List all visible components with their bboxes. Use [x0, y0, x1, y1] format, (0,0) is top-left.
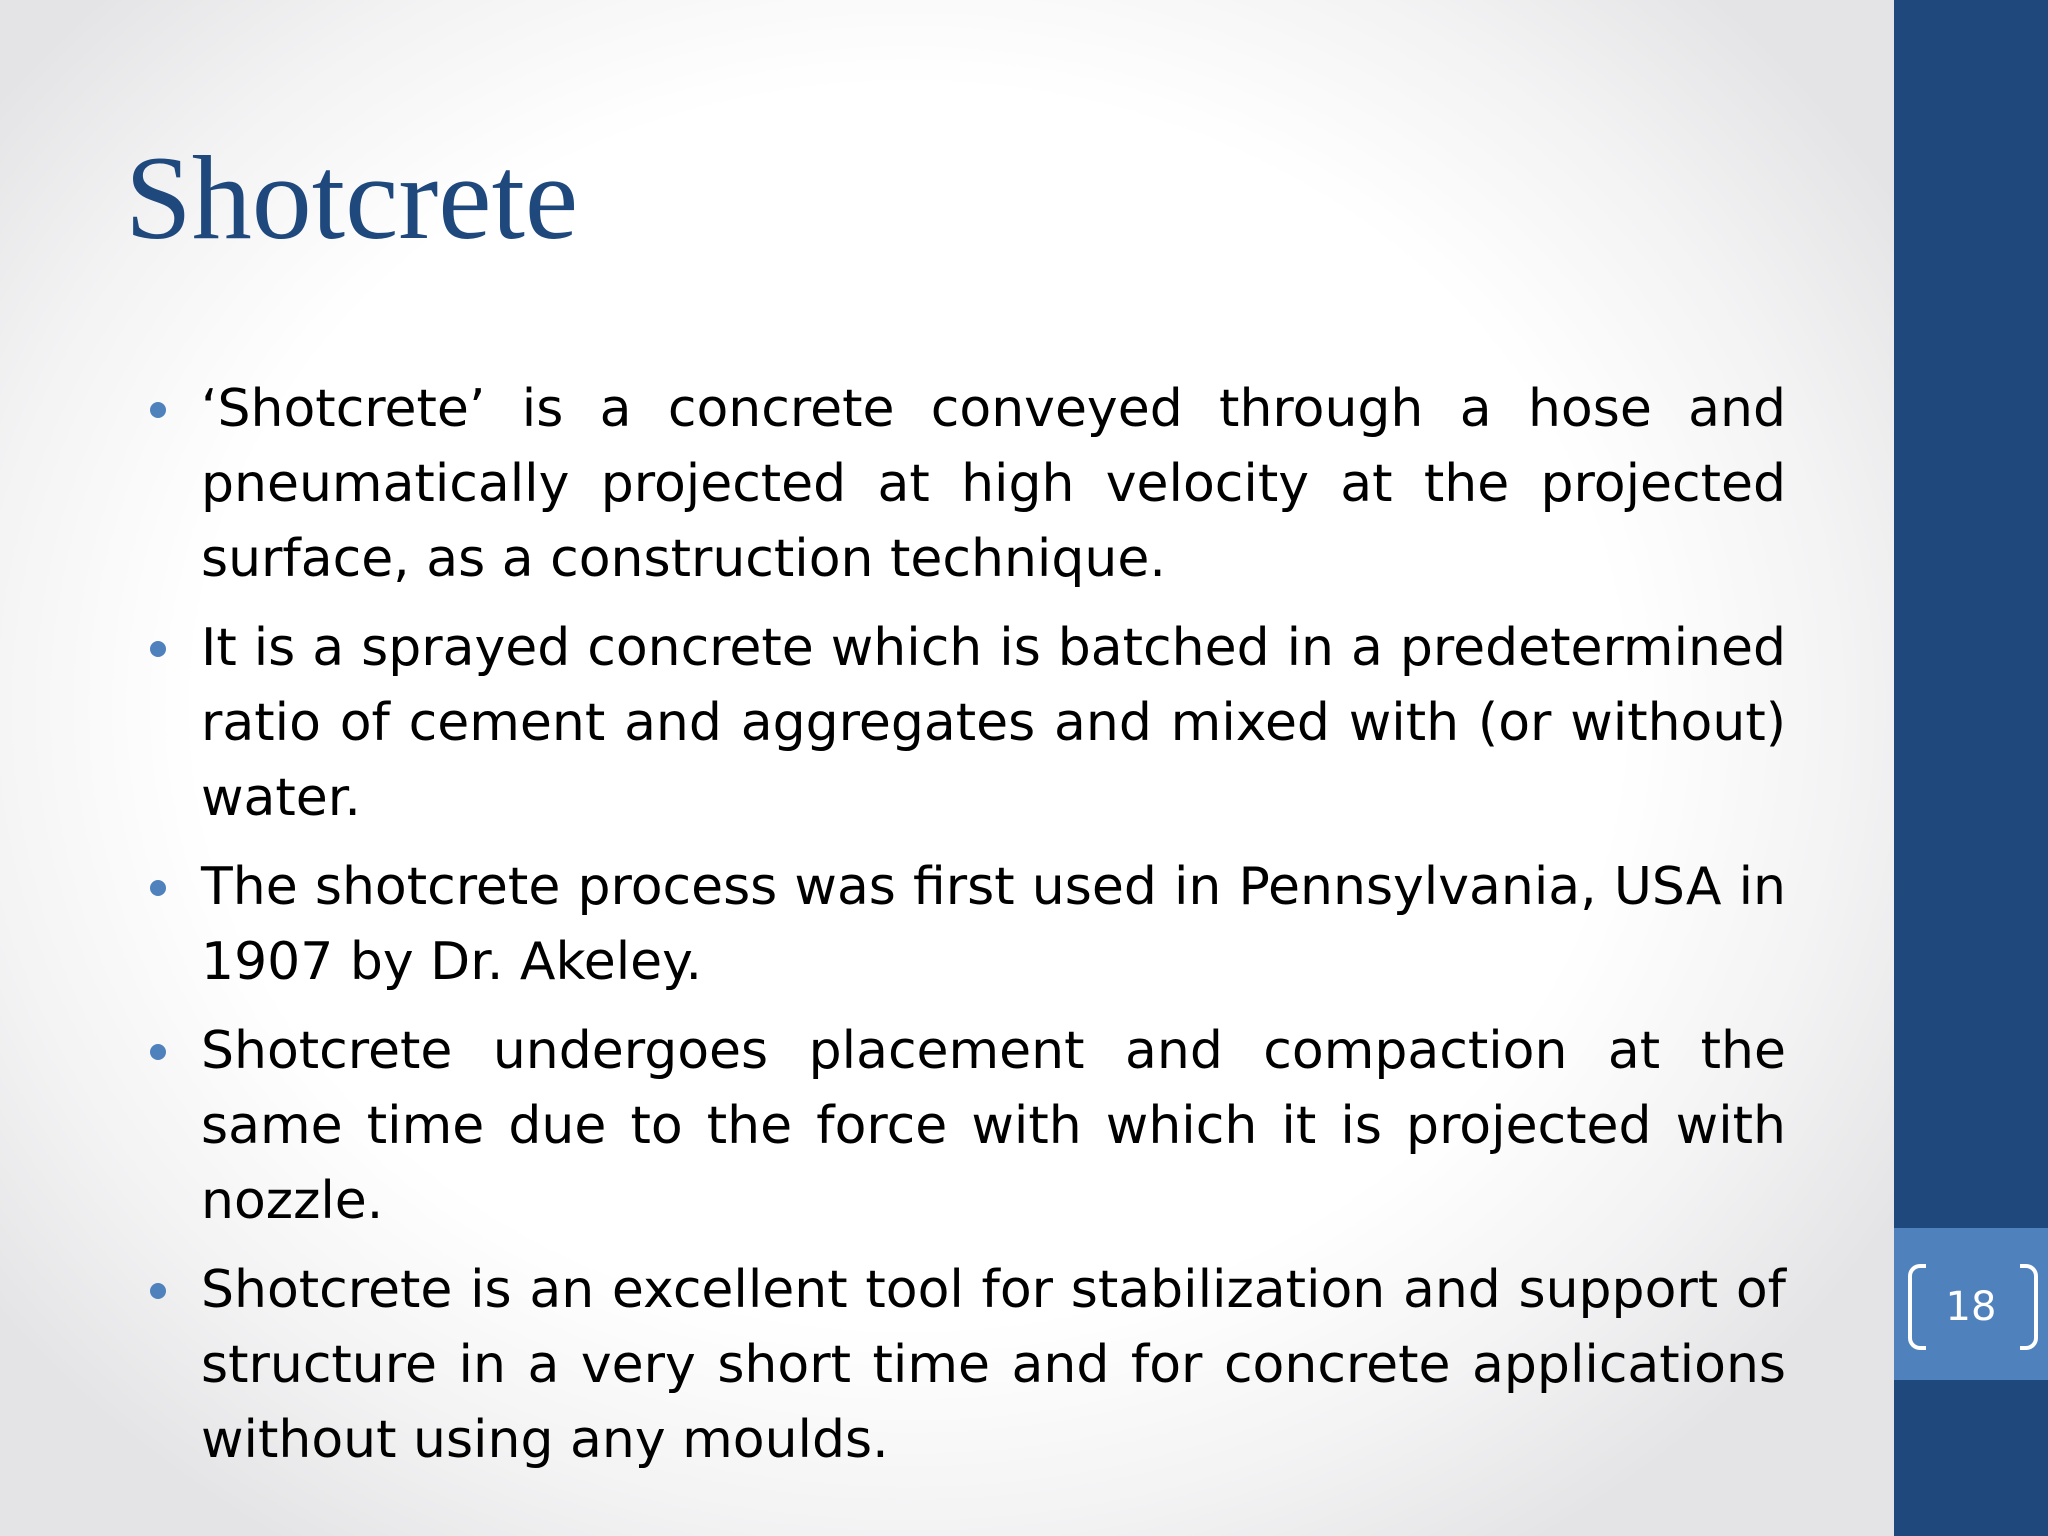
slide-number-box — [1894, 1228, 2048, 1380]
bullet-item — [150, 850, 1786, 1000]
bullet-text: It is a sprayed concrete which is batched in a predetermined ratio of cement and aggregates and mixed with (or without) water. — [201, 618, 1786, 828]
bullet-list — [150, 372, 1786, 1492]
bullet-item — [150, 611, 1786, 836]
bullet-text: ‘Shotcrete’ is a concrete conveyed through a hose and pneumatically projected at high velocity at the projected surface, as a construction technique. — [201, 379, 1786, 589]
bullet-item — [150, 1253, 1786, 1478]
slide-number: 18 — [1945, 1284, 1997, 1330]
bullet-dot-icon — [150, 641, 166, 657]
bullet-text: Shotcrete is an excellent tool for stabilization and support of structure in a very short time and for concrete applications without using any moulds. — [201, 1260, 1786, 1470]
bullet-item — [150, 1014, 1786, 1239]
bullet-dot-icon — [150, 402, 166, 418]
bullet-dot-icon — [150, 1283, 166, 1299]
slide-title: Shotcrete — [125, 131, 579, 264]
bullet-item — [150, 372, 1786, 597]
bullet-text: The shotcrete process was first used in Pennsylvania, USA in 1907 by Dr. Akeley. — [201, 857, 1786, 992]
bullet-dot-icon — [150, 1044, 166, 1060]
bullet-dot-icon — [150, 880, 166, 896]
bullet-text: Shotcrete undergoes placement and compaction at the same time due to the force with which it is projected with nozzle. — [201, 1021, 1786, 1231]
